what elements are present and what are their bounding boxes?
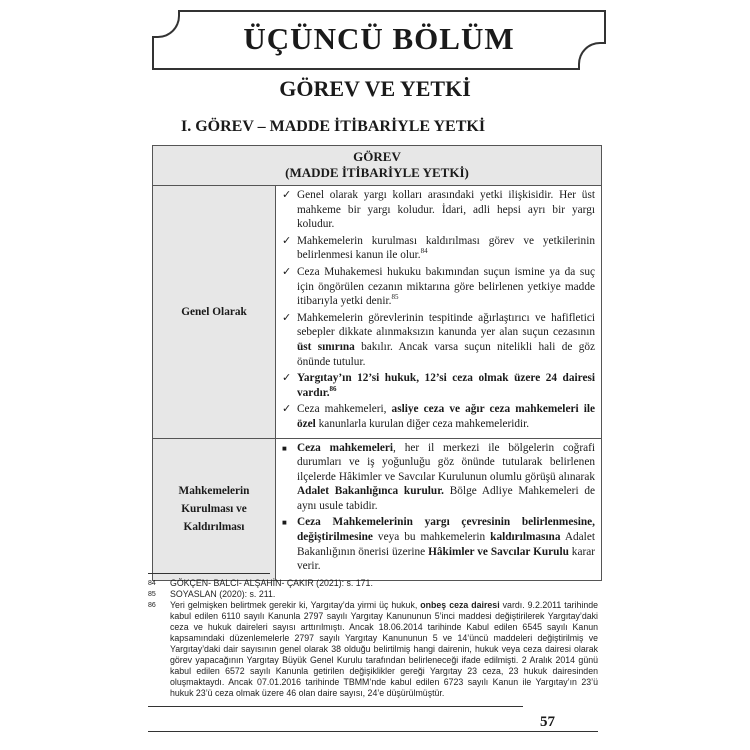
- subsection-title: I. GÖREV – MADDE İTİBARİYLE YETKİ: [181, 118, 486, 135]
- footnote-ref[interactable]: 84: [420, 247, 428, 256]
- square-list: [280, 441, 595, 574]
- check-mark-icon: ✓: [282, 403, 292, 416]
- row-content: [276, 186, 602, 439]
- table-header: [153, 146, 602, 186]
- table-header-row: [153, 146, 602, 186]
- table-row: [153, 438, 602, 580]
- square-bullet-icon: ■: [282, 443, 287, 453]
- page-number: 57: [540, 714, 555, 730]
- footnote: 84 GÖKÇEN- BALCI- ALŞAHİN- ÇAKIR (2021): s. 171.: [148, 578, 373, 588]
- list-item: ✓ Mahkemelerin kurulması kaldırılması görev ve yetkilerinin belirlenmesi kanun ile olur.$^{84}$: [282, 234, 595, 262]
- list-item: ■ Ceza Mahkemelerinin yargı çevresinin belirlenmesine, değiştirilmesine veya bu mahkemelerin kaldırılmasına Adalet Bakanlığının önerisi üzerine Hâkimler ve Savcılar Kurulu karar verir.: [282, 516, 595, 573]
- check-mark-icon: ✓: [282, 311, 292, 324]
- check-mark-icon: ✓: [282, 189, 292, 201]
- square-bullet-icon: ■: [282, 518, 287, 528]
- check-mark-icon: ✓: [282, 265, 292, 278]
- list-item: ■ Ceza mahkemeleri, her il merkezi ile bölgelerin coğrafi durumları ve iş yoğunluğu göz önünde tutularak belirlenen ilçelerde Hâkimler ve Savcılar Kurulunun olumlu görüşü alınarak Adalet Bakanlığınca kurulur. Bölge Adliye Mahkemeleri de aynı usule tabidir.: [282, 441, 596, 512]
- page-footer-bottom-divider: [148, 731, 598, 732]
- row-label-genel-olarak: Genel Olarak: [153, 186, 276, 439]
- footnotes: [148, 578, 598, 699]
- check-list: [280, 188, 595, 432]
- chapter-title-box: [152, 10, 606, 70]
- table-row: [153, 186, 602, 439]
- table-header-line1: GÖREV: [353, 149, 401, 164]
- chapter-title: ÜÇÜNCÜ BÖLÜM: [243, 21, 515, 56]
- section-title: GÖREV VE YETKİ: [279, 76, 471, 101]
- summary-table: [152, 145, 602, 581]
- check-mark-icon: ✓: [282, 372, 292, 385]
- row-label-mahkemelerin-kurulmasi: Mahkemelerin Kurulması ve Kaldırılması: [153, 438, 276, 580]
- table-header-line2: (MADDE İTİBARİYLE YETKİ): [285, 165, 469, 180]
- page-footer-divider: [148, 706, 523, 707]
- footnote-ref[interactable]: 85: [391, 293, 399, 302]
- list-item: ✓ Mahkemelerin görevlerinin tespitinde ağırlaştırıcı ve hafifletici sebepler dikkate alınmaksızın kanunda yer alan suçun cezasının üst sınırına bakılır. Ancak varsa suçun nitelikli hali de göz önünde tutulur.: [282, 311, 596, 368]
- row-content: [276, 438, 602, 580]
- footnote: 85 SOYASLAN (2020): s. 211.: [148, 589, 276, 599]
- footnote-divider: [148, 573, 270, 574]
- footnote-ref[interactable]: 86: [329, 384, 337, 393]
- list-item: ✓ Ceza Muhakemesi hukuku bakımından suçun ismine ya da suç için öngörülen cezanın miktarına göre belirlenen yetkiye madde itibarıyla yetki denir.$^{85}$: [282, 265, 595, 308]
- list-item: ✓ Yargıtay’ın 12’si hukuk, 12’si ceza olmak üzere 24 dairesi vardır.$^{86}$: [282, 372, 595, 399]
- list-item: ✓ Genel olarak yargı kolları arasındaki yetki ilişkisidir. Her üst mahkeme bir yargı koludur. İdari, adli hepsi ayrı bir yargı koludur.: [282, 189, 595, 231]
- list-item: ✓ Ceza mahkemeleri, asliye ceza ve ağır ceza mahkemeleri ile özel kanunlarla kurulan diğer ceza mahkemeleridir.: [282, 403, 595, 430]
- footnote: 86 Yeri gelmişken belirtmek gerekir ki, Yargıtay’da yirmi üç hukuk, onbeş ceza dairesi vardı. 9.2.2011 tarihinde kabul edilen 6110 sayılı Kanunla 2797 sayılı Yargıtay Kanununun 5’inci maddesi değiştirilerek Yargıtay’daki ceza ve hukuk daireleri sayısı arttırılmıştı. Ancak 18.06.2014 tarihinde Kabul edilen 6545 sayılı Kanun kapsamındaki düzenlemelerle 2797 sayılı Yargıtay Kanununun 5 ve 14’üncü maddeleri değiştirilmiş ve Yargıtay’daki dair sayısının genel olarak 38 olduğu belirtilmiş hangi dairenin, hukuk veya ceza dairesi olarak görev yapacağının Yargıtay Büyük Genel Kurulu tarafından belirleneceği ifade edilmişti. 2 Aralık 2014 günü kabul edilen 6572 sayılı Kanunla getirilen değişiklikler gereği Yargıtay 23 ceza, 23 hukuk dairesinden oluşmaktaydı. Ancak 07.01.2016 tarihinde TBMM’nde kabul edilen 6723 sayılı Kanun ile Yargıtay’ın 23’ü hukuk 23’ü ceza olmak üzere 46 olan daire sayısı, 24’e düşürülmüştür.: [148, 600, 598, 698]
- check-mark-icon: ✓: [282, 234, 292, 247]
